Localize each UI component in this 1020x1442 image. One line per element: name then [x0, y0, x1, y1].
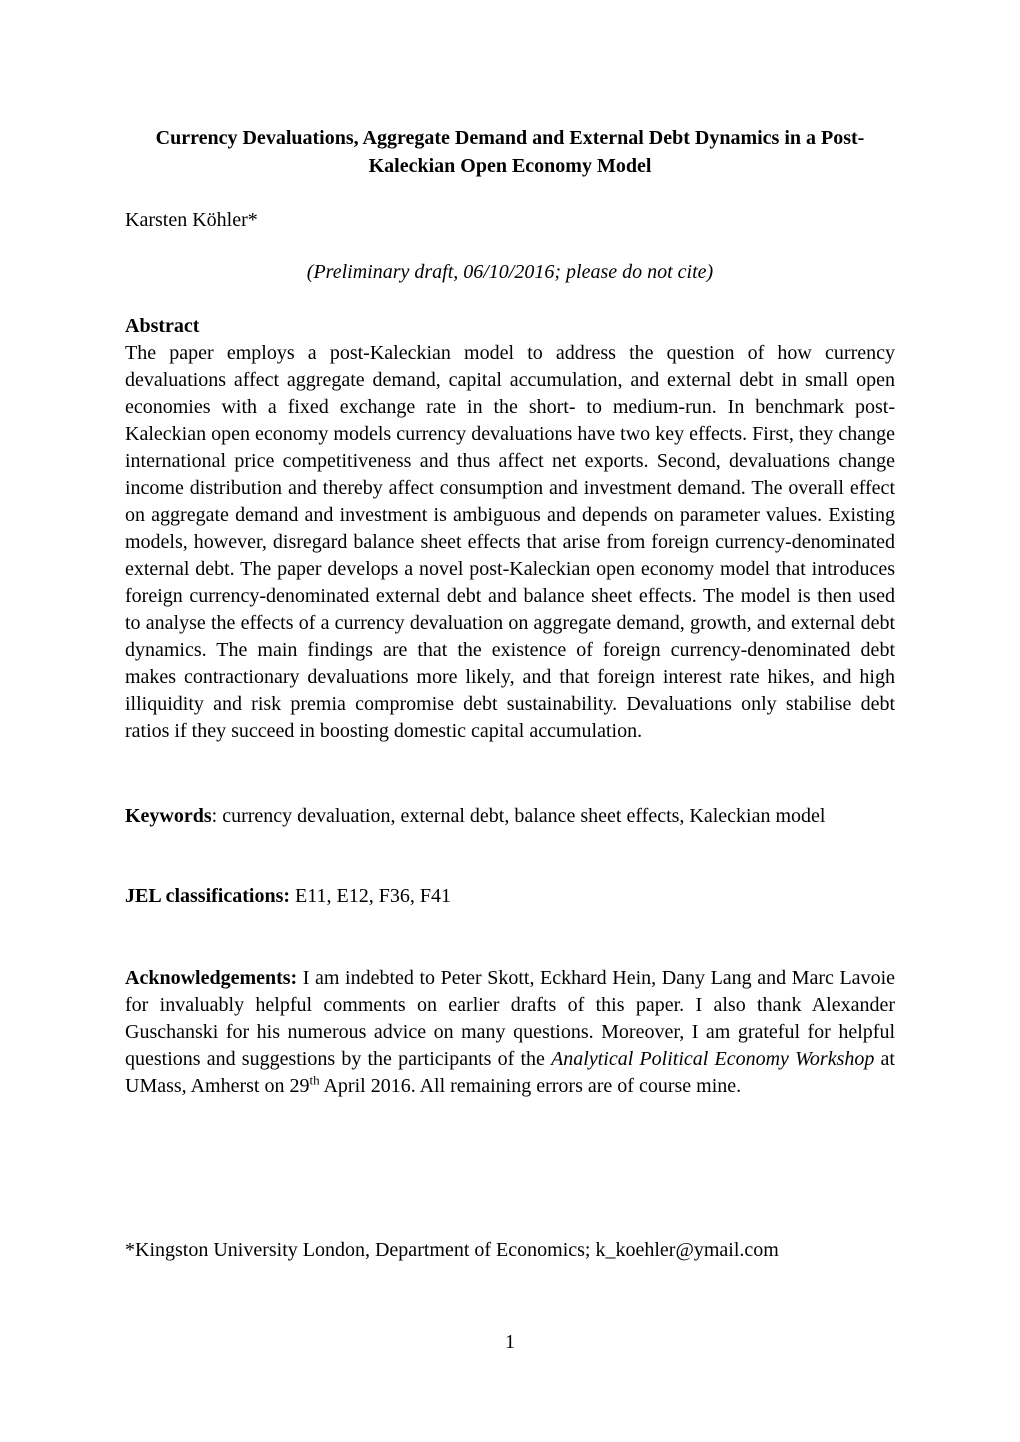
- keywords-line: [125, 803, 895, 830]
- acknowledgements-text-2: at UMass, Amherst on 29: [125, 1048, 895, 1097]
- jel-text: E11, E12, F36, F41: [290, 885, 451, 907]
- affiliation-footnote: *Kingston University London, Department of Economics; k_koehler@ymail.com: [125, 1239, 779, 1261]
- jel-line: [125, 883, 895, 910]
- abstract-heading: Abstract: [125, 315, 200, 337]
- acknowledgements-text-3: April 2016. All remaining errors are of course mine.: [319, 1075, 742, 1097]
- ordinal-superscript: th: [309, 1072, 320, 1088]
- keywords-text: : currency devaluation, external debt, balance sheet effects, Kaleckian model: [211, 805, 826, 827]
- paper-title-line1: Currency Devaluations, Aggregate Demand and External Debt Dynamics in a Post-: [155, 127, 865, 149]
- keywords-label: Keywords: [125, 805, 212, 827]
- paper-title: [125, 124, 895, 180]
- jel-label: JEL classifications:: [125, 885, 291, 907]
- acknowledgements-text-1: I am indebted to Peter Skott, Eckhard Hein, Dany Lang and Marc Lavoie for invaluably helpful comments on earlier drafts of this paper. I also thank Alexander Guschanski for his numerous advice on many questions. Moreover, I am grateful for helpful questions and suggestions by the participants of the: [125, 967, 895, 1070]
- draft-note: (Preliminary draft, 06/10/2016; please do not cite): [306, 261, 714, 283]
- page-number: 1: [505, 1331, 515, 1353]
- paper-title-line2: Kaleckian Open Economy Model: [368, 155, 652, 177]
- author-line: Karsten Köhler*: [125, 209, 258, 231]
- abstract-body: The paper employs a post-Kaleckian model to address the question of how currency devaluations affect aggregate demand, capital accumulation, and external debt in small open economies with a fixed exchange rate in the short- to medium-run. In benchmark post-Kaleckian open economy models currency devaluations have two key effects. First, they change international price competitiveness and thus affect net exports. Second, devaluations change income distribution and thereby affect consumption and investment demand. The overall effect on aggregate demand and investment is ambiguous and depends on parameter values. Existing models, however, disregard balance sheet effects that arise from foreign currency-denominated external debt. The paper develops a novel post-Kaleckian open economy model that introduces foreign currency-denominated external debt and balance sheet effects. The model is then used to analyse the effects of a currency devaluation on aggregate demand, growth, and external debt dynamics. The main findings are that the existence of foreign currency-denominated debt makes contractionary devaluations more likely, and that foreign interest rate hikes, and high illiquidity and risk premia compromise debt sustainability. Devaluations only stabilise debt ratios if they succeed in boosting domestic capital accumulation.: [125, 342, 895, 742]
- acknowledgements-paragraph: [125, 965, 895, 1100]
- acknowledgements-label: Acknowledgements:: [125, 967, 298, 989]
- workshop-name: Analytical Political Economy Workshop: [551, 1048, 875, 1070]
